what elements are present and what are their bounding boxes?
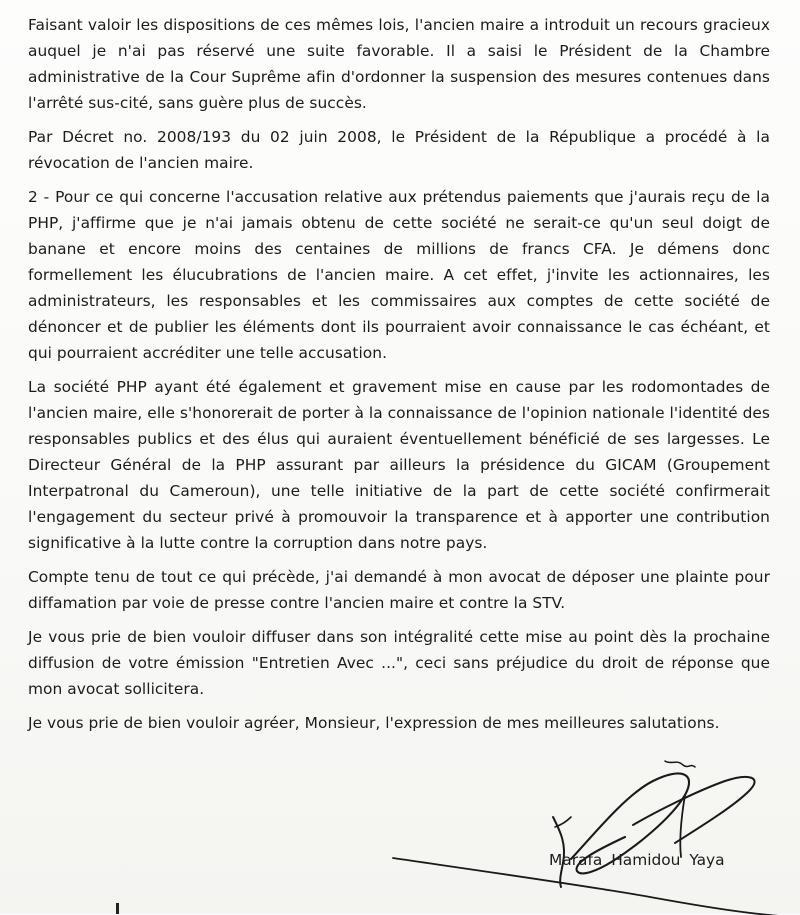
handwritten-signature bbox=[385, 755, 800, 915]
scan-mark bbox=[116, 903, 119, 914]
paragraph-appeal: Faisant valoir les dispositions de ces mêmes lois, l'ancien maire a introduit un recours gracieux auquel je n'ai pas réservé une suite favorable. Il a saisi le Président de la Chambre administrative de la Cour Suprême afin d'ordonner la suspension des mesures contenues dans l'arrêté sus-cité, sans guère plus de succès. bbox=[28, 16, 770, 112]
letter-body bbox=[28, 12, 770, 744]
paragraph-php: La société PHP ayant été également et gravement mise en cause par les rodomontades de l'ancien maire, elle s'honorerait de porter à la connaissance de l'opinion nationale l'identité des responsables publics et des élus qui auraient éventuellement bénéficié de ses largesses. Le Directeur Général de la PHP assurant par ailleurs la présidence du GICAM (Groupement Interpatronal du Cameroun), une telle initiative de la part de cette société confirmerait l'engagement du secteur privé à promouvoir la transparence et à apporter une contribution significative à la lutte contre la corruption dans notre pays. bbox=[28, 378, 770, 552]
paragraph-closing: Je vous prie de bien vouloir agréer, Monsieur, l'expression de mes meilleures salutations. bbox=[28, 714, 720, 732]
paragraph-complaint: Compte tenu de tout ce qui précède, j'ai demandé à mon avocat de déposer une plainte pour diffamation par voie de presse contre l'ancien maire et contre la STV. bbox=[28, 568, 770, 612]
signatory-name: Marafa Hamidou Yaya bbox=[549, 851, 725, 869]
paragraph-broadcast-request: Je vous prie de bien vouloir diffuser dans son intégralité cette mise au point dès la prochaine diffusion de votre émission "Entretien Avec ...", ceci sans préjudice du droit de réponse que mon avocat sollicitera. bbox=[28, 628, 770, 698]
paragraph-accusation: 2 - Pour ce qui concerne l'accusation relative aux prétendus paiements que j'aurais reçu de la PHP, j'affirme que je n'ai jamais obtenu de cette société ne serait-ce qu'un seul doigt de banane et encore moins des centaines de millions de francs CFA. Je démens donc formellement les élucubrations de l'ancien maire. A cet effet, j'invite les actionnaires, les administrateurs, les responsables et les commissaires aux comptes de cette société de dénoncer et de publier les éléments dont ils pourraient avoir connaissance le cas échéant, et qui pourraient accréditer une telle accusation. bbox=[28, 188, 770, 362]
paragraph-decree: Par Décret no. 2008/193 du 02 juin 2008, le Président de la République a procédé à la révocation de l'ancien maire. bbox=[28, 128, 770, 172]
